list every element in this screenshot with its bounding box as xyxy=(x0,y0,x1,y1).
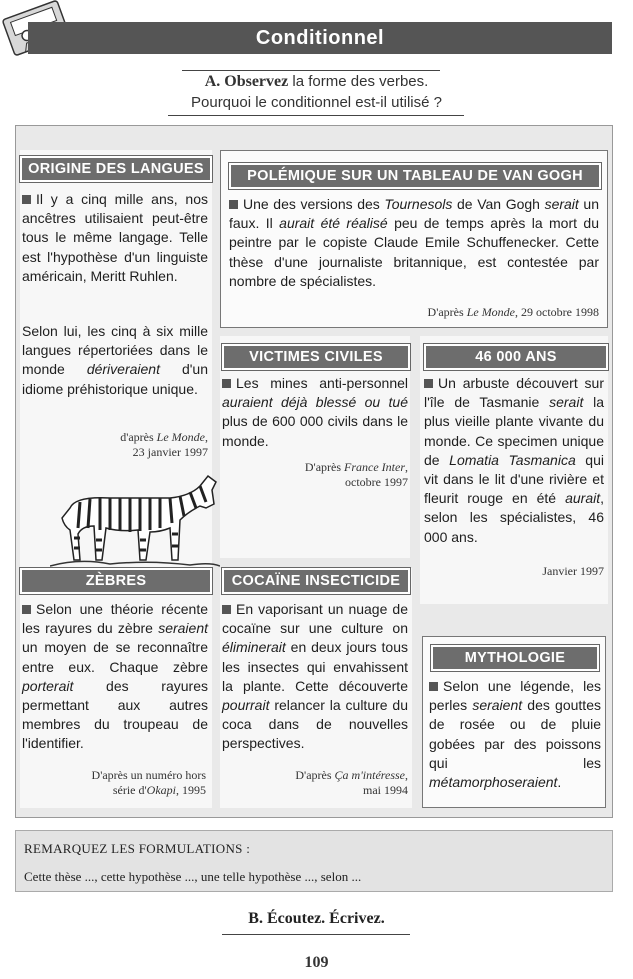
zebra-illustration xyxy=(50,468,220,568)
articles-grid xyxy=(15,125,613,818)
article-title: ZÈBRES xyxy=(20,568,212,594)
article-source: D'après Ça m'intéresse, mai 1994 xyxy=(295,768,408,797)
bullet-square-icon xyxy=(229,200,238,209)
section-a-question: Pourquoi le conditionnel est-il utilisé ? xyxy=(191,94,442,111)
article-victimes-civiles xyxy=(220,336,410,558)
chapter-title-bar xyxy=(28,22,612,54)
article-source: D'après France Inter, octobre 1997 xyxy=(304,460,408,489)
bullet-square-icon xyxy=(222,605,231,614)
article-source: Janvier 1997 xyxy=(542,564,604,578)
article-polemique-van-gogh xyxy=(220,150,608,328)
article-cocaine-insecticide xyxy=(220,568,412,808)
article-body: Selon une légende, les perles seraient des gouttes de rosée ou de pluie gobées par des poissons qui les métamorphoseraient. xyxy=(429,678,601,791)
bullet-square-icon xyxy=(429,682,438,691)
article-body: Un arbuste découvert sur l'île de Tasmanie serait la plus vieille plante vivante du monde. Ce specimen unique de Lomatia Tasmanica qui vit dans le lit d'une rivière et fleurit rouge en été aurait, selon les spécialistes, 46 000 ans. xyxy=(424,375,604,545)
article-mythologie xyxy=(422,636,606,808)
section-a-instruction: A. Observez la forme des verbes. xyxy=(204,73,429,90)
article-title: ORIGINE DES LANGUES xyxy=(20,156,212,182)
divider xyxy=(168,115,464,116)
article-body: En vaporisant un nuage de cocaïne sur une culture on éliminerait en deux jours tous les insectes qui envahissent la plante. Cette découverte pourrait relancer la culture du coca dans de nouvelles perspectives. xyxy=(222,601,408,752)
page-number: 109 xyxy=(304,954,329,971)
article-source: D'après Le Monde, 29 octobre 1998 xyxy=(427,305,599,319)
article-source: d'après Le Monde, 23 janvier 1997 xyxy=(120,430,208,459)
bullet-square-icon xyxy=(22,195,31,204)
remarque-box xyxy=(15,830,613,892)
article-origine-des-langues xyxy=(20,150,212,568)
article-title: VICTIMES CIVILES xyxy=(222,344,410,370)
bullet-square-icon xyxy=(22,605,31,614)
article-body: Une des versions des Tournesols de Van Gogh serait un faux. Il aurait été réalisé peu de temps après la mort du peintre par le copiste Claude Emile Schuffenecker. Cette thèse d'une journaliste britannique, est contestée par nombre de spécialistes. xyxy=(229,196,599,289)
bullet-square-icon xyxy=(222,379,231,388)
chapter-title: Conditionnel xyxy=(255,26,385,49)
section-b-instruction: B. Écoutez. Écrivez. xyxy=(248,910,385,927)
article-zebres xyxy=(20,568,212,808)
article-body: Selon une théorie récente les rayures du zèbre seraient un moyen de se reconnaître entre eux. Chaque zèbre porterait des rayures permettant aux autres membres du troupeau de l'identifier. xyxy=(22,601,208,752)
article-title: COCAÏNE INSECTICIDE xyxy=(222,568,410,594)
divider xyxy=(222,934,410,935)
article-body: Il y a cinq mille ans, nos ancêtres utilisaient peut-être tous le même langage. Telle est l'hypothèse d'un linguiste américain, Meritt Ruhlen. xyxy=(22,191,208,284)
article-title: MYTHOLOGIE xyxy=(431,645,599,671)
remarque-examples: Cette thèse ..., cette hypothèse ..., une telle hypothèse ..., selon ... xyxy=(24,869,362,884)
article-body: Les mines anti-personnel auraient déjà blessé ou tué plus de 600 000 civils dans le monde. xyxy=(222,375,408,449)
article-title: 46 000 ANS xyxy=(424,344,608,370)
bullet-square-icon xyxy=(424,379,433,388)
article-46000-ans xyxy=(420,336,608,604)
article-source: D'après un numéro hors série d'Okapi, 1995 xyxy=(91,768,206,797)
article-body-2: Selon lui, les cinq à six mille langues répertoriées dans le monde dériveraient d'un idiome préhistorique unique. xyxy=(22,323,208,397)
remarque-heading: REMARQUEZ LES FORMULATIONS : xyxy=(24,841,251,856)
article-title: POLÉMIQUE SUR UN TABLEAU DE VAN GOGH xyxy=(229,163,601,189)
divider xyxy=(182,70,440,71)
